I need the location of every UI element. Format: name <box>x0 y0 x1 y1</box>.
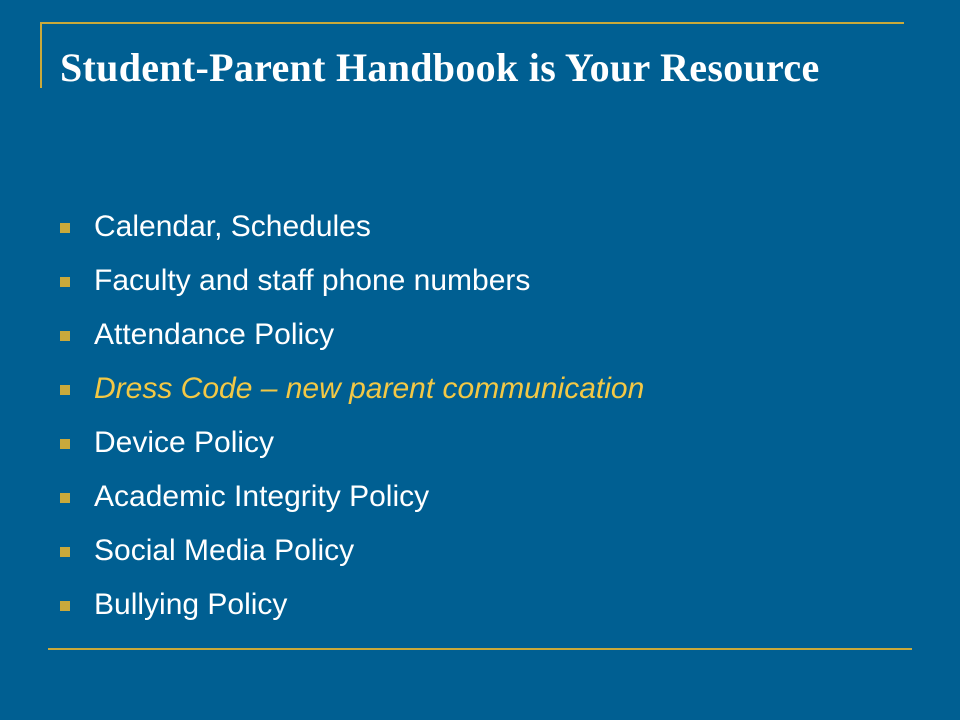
square-bullet-icon <box>60 493 70 503</box>
square-bullet-icon <box>60 547 70 557</box>
bullet-item <box>60 254 644 308</box>
bullet-item <box>60 524 644 578</box>
left-rule <box>40 22 42 88</box>
bullet-text: Device Policy <box>94 426 275 459</box>
bullet-text: Faculty and staff phone numbers <box>94 264 531 297</box>
bullet-item <box>60 470 644 524</box>
square-bullet-icon <box>60 331 70 341</box>
bullet-item <box>60 308 644 362</box>
bottom-rule <box>48 648 912 650</box>
bullet-text: Academic Integrity Policy <box>94 480 430 513</box>
bullet-item-highlighted <box>60 362 644 416</box>
slide-title: Student-Parent Handbook is Your Resource <box>60 45 820 90</box>
square-bullet-icon <box>60 439 70 449</box>
bullet-item <box>60 416 644 470</box>
square-bullet-icon <box>60 385 70 395</box>
bullet-text: Bullying Policy <box>94 588 288 621</box>
bullet-text: Calendar, Schedules <box>94 210 371 243</box>
bullet-item <box>60 578 644 632</box>
square-bullet-icon <box>60 223 70 233</box>
square-bullet-icon <box>60 601 70 611</box>
square-bullet-icon <box>60 277 70 287</box>
bullet-text: Attendance Policy <box>94 318 335 351</box>
top-rule <box>40 22 904 24</box>
bullet-list <box>60 200 644 632</box>
bullet-text: Social Media Policy <box>94 534 355 567</box>
bullet-text: Dress Code – new parent communication <box>94 372 645 405</box>
bullet-item <box>60 200 644 254</box>
